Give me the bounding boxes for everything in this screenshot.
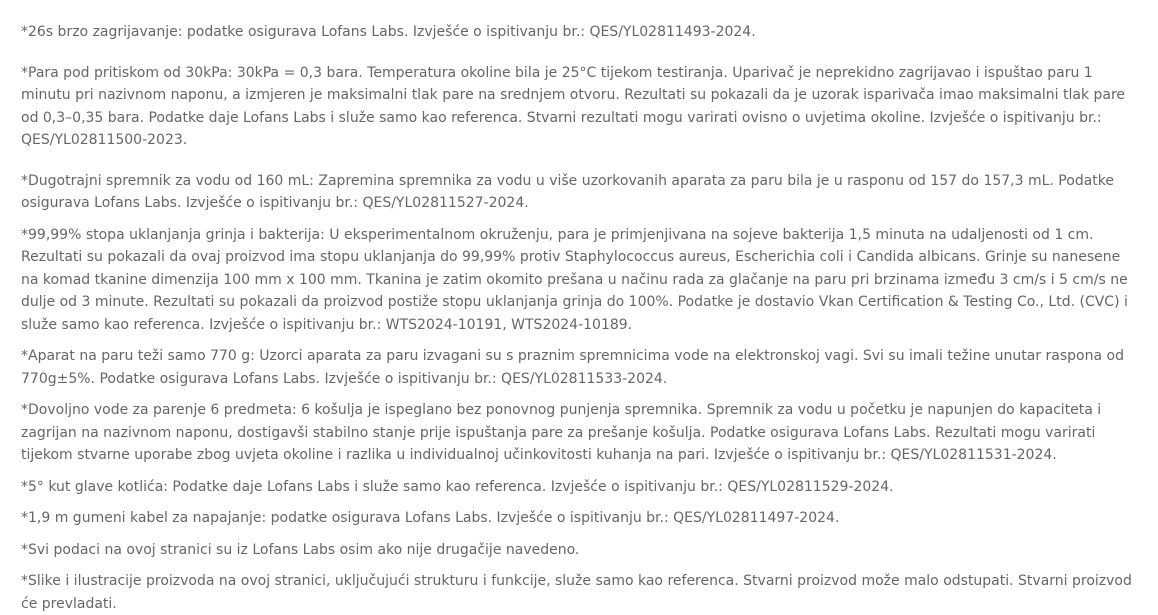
footnote-images-disclaimer: *Slike i ilustracije proizvoda na ovoj stranici, uključujući strukturu i funkcije, služe samo kao referenca. Stvarni proizvod može malo odstupati. Stvarni proizvod će prevladati. [21, 573, 1132, 612]
footnote-six-items: *Dovoljno vode za parenje 6 predmeta: 6 košulja je ispeglano bez ponovnog punjenja spremnika. Spremnik za vodu u početku je napunjen do kapaciteta i zagrijan na nazivnom naponu, dostigavši stabilno stanje prije ispuštanja pare za prešanje košulja. Podatke osigurava Lofans Labs. Rezultati mogu varirati tijekom stvarne uporabe zbog uvjeta okoline i razlika u individualnoj učinkovitosti kuhanja na pari. Izvješće o ispitivanju br.: QES/YL02811531-2024. [21, 402, 1102, 463]
footnote-power-cable: *1,9 m gumeni kabel za napajanje: podatke osigurava Lofans Labs. Izvješće o ispitivanju br.: QES/YL02811497-2024. [21, 510, 840, 526]
footnote-head-angle: *5° kut glave kotlića: Podatke daje Lofans Labs i služe samo kao referenca. Izvješće o ispitivanju br.: QES/YL02811529-2024. [21, 478, 894, 495]
footnotes-section [21, 21, 1137, 615]
footnote-weight: *Aparat na paru teži samo 770 g: Uzorci aparata za paru izvagani su s praznim spremnicima vode na elektronskoj vagi. Svi su imali težine unutar raspona od 770g±5%. Podatke osigurava Lofans Labs. Izvješće o ispitivanju br.: QES/YL02811533-2024. [21, 348, 1124, 387]
footnote-steam-pressure: *Para pod pritiskom od 30kPa: 30kPa = 0,3 bara. Temperatura okoline bila je 25°C tijekom testiranja. Uparivač je neprekidno zagrijavao i ispuštao paru 1 minutu pri nazivnom naponu, a izmjeren je maksimalni tlak pare na srednjem otvoru. Rezultati su pokazali da je uzorak isparivača imao maksimalni tlak pare od 0,3–0,35 bara. Podatke daje Lofans Labs i služe samo kao referenca. Stvarni rezultati mogu varirati ovisno o uvjetima okoline. Izvješće o ispitivanju br.: QES/YL02811500-2023. [21, 64, 1126, 148]
footnote-data-source: *Svi podaci na ovoj stranici su iz Lofans Labs osim ako nije drugačije navedeno. [21, 541, 580, 558]
footnote-quick-heating: *26s brzo zagrijavanje: podatke osigurava Lofans Labs. Izvješće o ispitivanju br.: QES/YL02811493-2024. [21, 24, 756, 40]
footnote-mite-removal: *99,99% stopa uklanjanja grinja i bakterija: U eksperimentalnom okruženju, para je primjenjivana na sojeve bakterija 1,5 minuta na udaljenosti od 1 cm. Rezultati su pokazali da ovaj proizvod ima stopu uklanjanja do 99,99% protiv Staphylococcus aureus, Escherichia coli i Candida albicans. Grinje su nanesene na komad tkanine dimenzija 100 mm x 100 mm. Tkanina je zatim okomito prešana u načinu rada za glačanje na paru pri brzinama između 3 cm/s i 5 cm/s ne dulje od 3 minute. Rezultati su pokazali da proizvod postiže stopu uklanjanja grinja do 100%. Podatke je dostavio Vkan Certification & Testing Co., Ltd. (CVC) i služe samo kao referenca. Izvješće o ispitivanju br.: WTS2024-10191, WTS2024-10189. [21, 226, 1128, 333]
footnote-water-tank: *Dugotrajni spremnik za vodu od 160 mL: Zapremina spremnika za vodu u više uzorkovanih aparata za paru bila je u rasponu od 157 do 157,3 mL. Podatke osigurava Lofans Labs. Izvješće o ispitivanju br.: QES/YL02811527-2024. [21, 172, 1114, 211]
